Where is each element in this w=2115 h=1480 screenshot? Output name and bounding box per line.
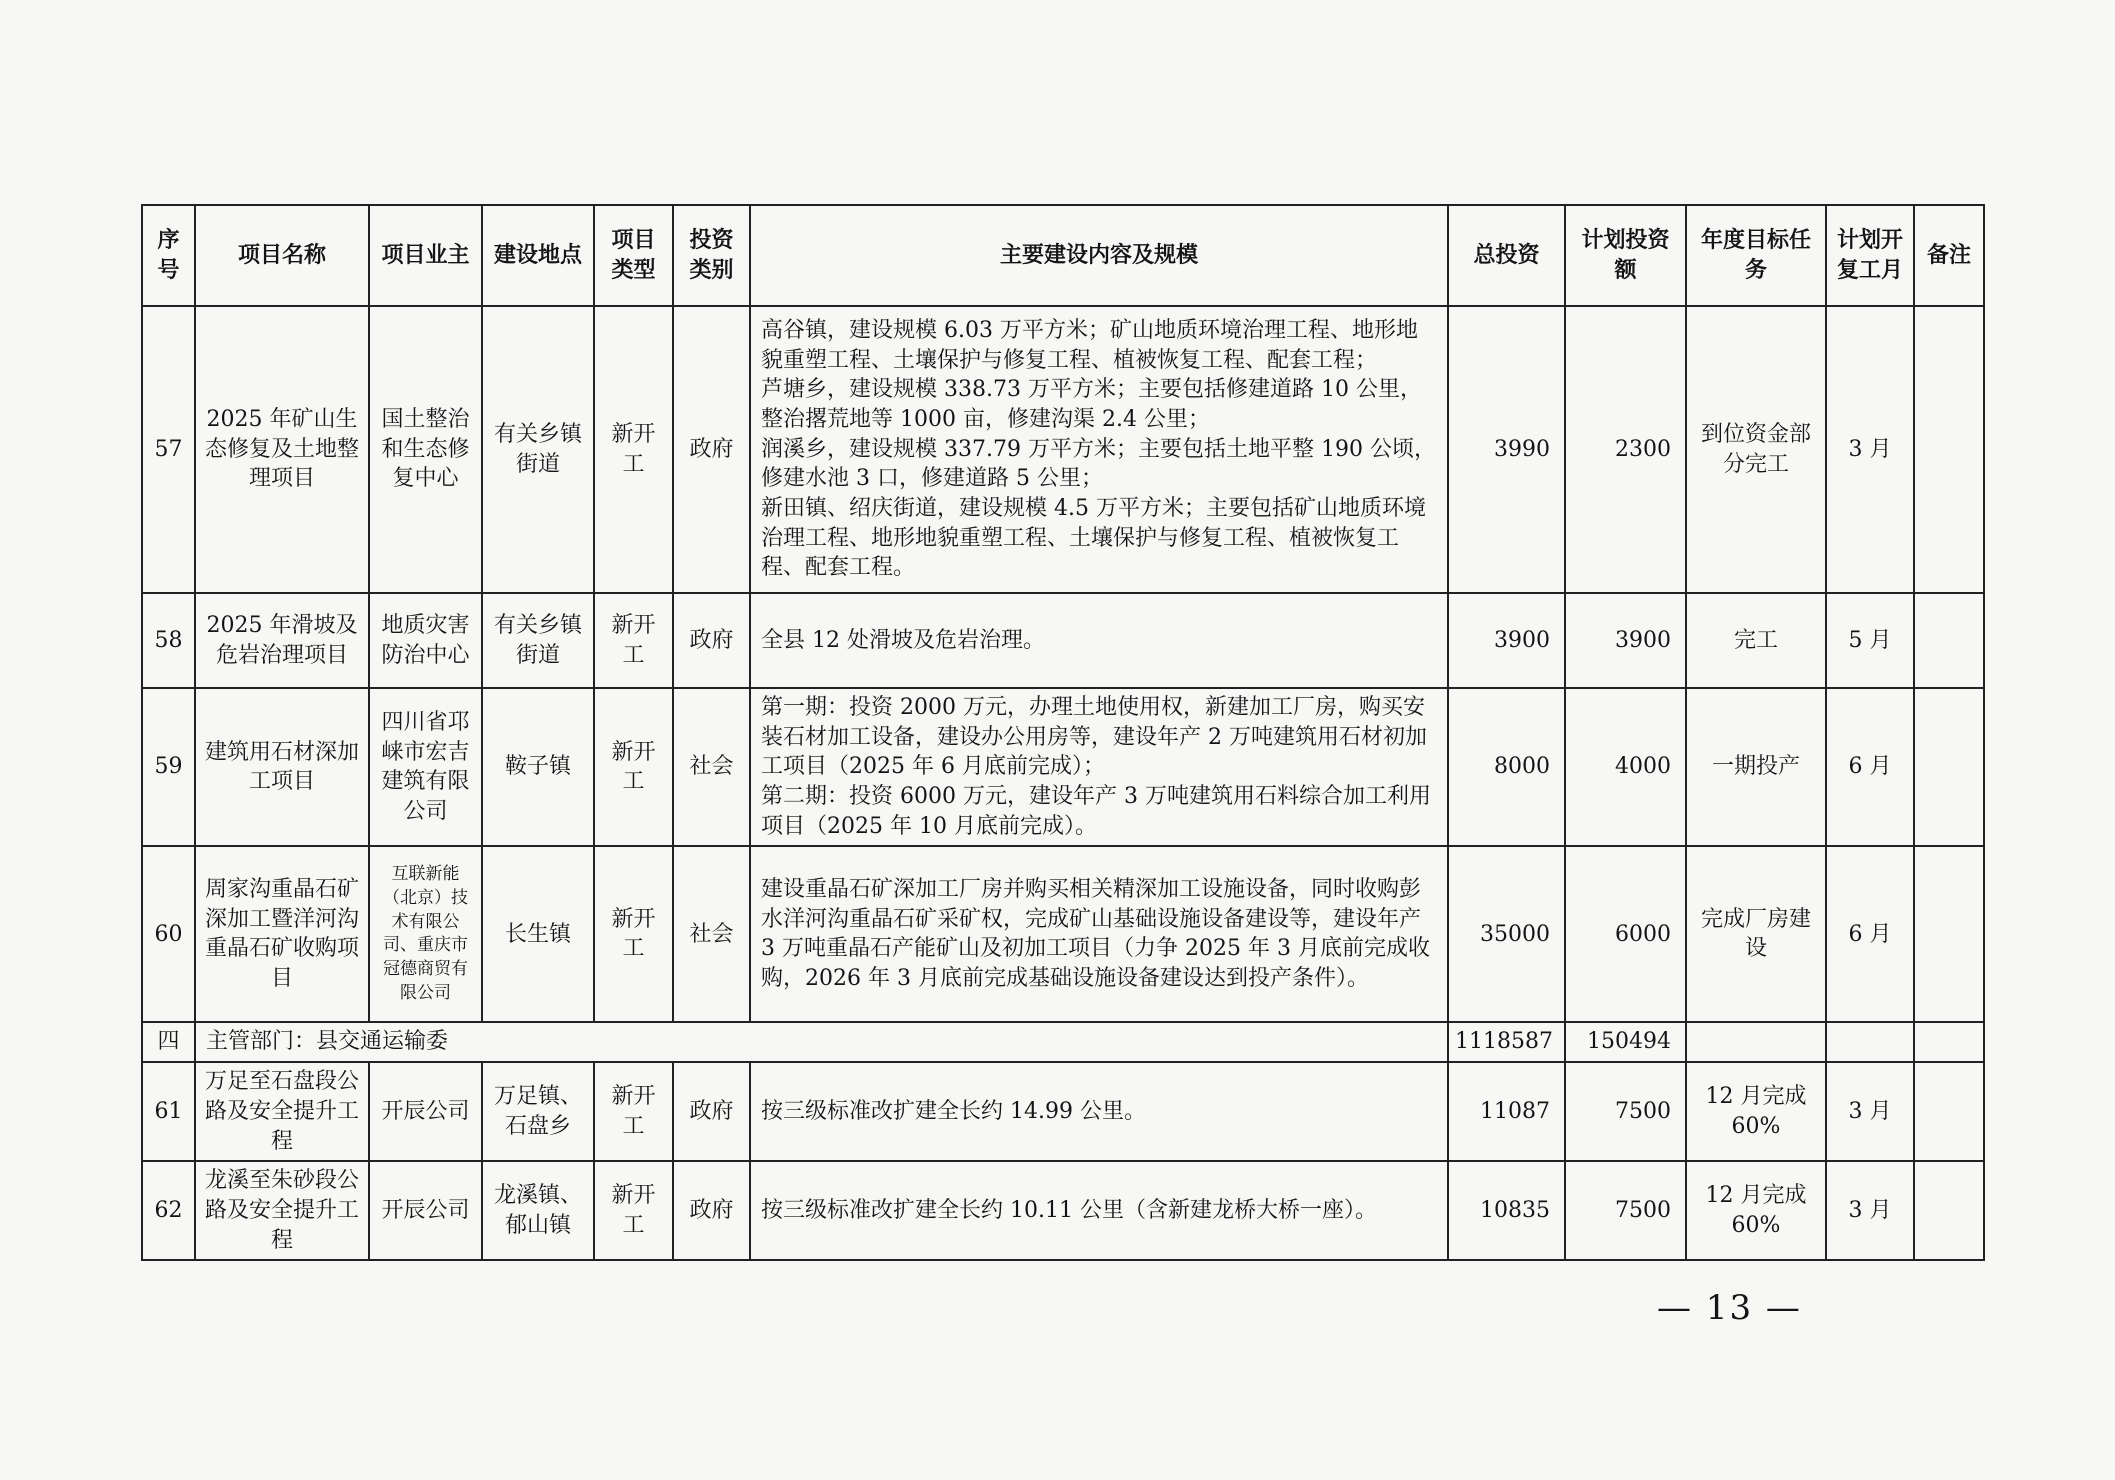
cell-target: 完工 <box>1686 593 1826 688</box>
cell-plan: 7500 <box>1565 1161 1686 1260</box>
header-plan: 计划投资额 <box>1565 205 1686 306</box>
cell-seq: 60 <box>142 846 195 1022</box>
cell-owner: 地质灾害防治中心 <box>369 593 482 688</box>
cell-content: 第一期：投资 2000 万元，办理土地使用权，新建加工厂房，购买安装石材加工设备，建设办公用房等，建设年产 2 万吨建筑用石材初加工项目（2025 年 6 月底前完成）； 第二期：投资 6000 万元，建设年产 3 万吨建筑用石料综合加工利用项目（2025 年 10 月底前完成）。 <box>750 688 1448 846</box>
cell-type: 新开工 <box>594 846 673 1022</box>
section-num: 四 <box>142 1022 195 1062</box>
cell-note <box>1914 306 1984 593</box>
header-owner: 项目业主 <box>369 205 482 306</box>
cell-name: 万足至石盘段公路及安全提升工程 <box>195 1062 369 1161</box>
cell-total: 3900 <box>1448 593 1565 688</box>
cell-owner: 开辰公司 <box>369 1161 482 1260</box>
cell-month: 3 月 <box>1826 1062 1914 1161</box>
cell-note <box>1914 1161 1984 1260</box>
header-month: 计划开复工月 <box>1826 205 1914 306</box>
cell-seq: 59 <box>142 688 195 846</box>
cell-owner: 国土整治和生态修复中心 <box>369 306 482 593</box>
cell-location: 有关乡镇街道 <box>482 306 594 593</box>
cell-content: 建设重晶石矿深加工厂房并购买相关精深加工设施设备，同时收购彭水洋河沟重晶石矿采矿权，完成矿山基础设施设备建设等，建设年产 3 万吨重晶石产能矿山及初加工项目（力争 2025 年 3 月底前完成收购，2026 年 3 月底前完成基础设施设备建设达到投产条件）。 <box>750 846 1448 1022</box>
cell-invest-type: 政府 <box>673 1062 750 1161</box>
cell-name: 2025 年矿山生态修复及土地整理项目 <box>195 306 369 593</box>
section-total: 1118587 <box>1448 1022 1565 1062</box>
cell-plan: 7500 <box>1565 1062 1686 1161</box>
table-row <box>142 306 1984 593</box>
cell-month: 6 月 <box>1826 846 1914 1022</box>
cell-seq: 61 <box>142 1062 195 1161</box>
section-label: 主管部门：县交通运输委 <box>195 1022 1448 1062</box>
cell-owner: 互联新能（北京）技术有限公司、重庆市冠德商贸有限公司 <box>369 846 482 1022</box>
cell-location: 长生镇 <box>482 846 594 1022</box>
cell-location: 龙溪镇、郁山镇 <box>482 1161 594 1260</box>
cell-name: 2025 年滑坡及危岩治理项目 <box>195 593 369 688</box>
cell-total: 8000 <box>1448 688 1565 846</box>
header-target: 年度目标任务 <box>1686 205 1826 306</box>
cell-invest-type: 政府 <box>673 1161 750 1260</box>
cell-total: 10835 <box>1448 1161 1565 1260</box>
cell-note <box>1914 593 1984 688</box>
cell-content: 按三级标准改扩建全长约 10.11 公里（含新建龙桥大桥一座）。 <box>750 1161 1448 1260</box>
header-seq: 序号 <box>142 205 195 306</box>
cell-type: 新开工 <box>594 593 673 688</box>
cell-type: 新开工 <box>594 1062 673 1161</box>
cell-seq: 57 <box>142 306 195 593</box>
section-row <box>142 1022 1984 1062</box>
header-total: 总投资 <box>1448 205 1565 306</box>
header-location: 建设地点 <box>482 205 594 306</box>
table-row <box>142 1161 1984 1260</box>
section-target <box>1686 1022 1826 1062</box>
section-note <box>1914 1022 1984 1062</box>
cell-note <box>1914 688 1984 846</box>
header-invest-type: 投资类别 <box>673 205 750 306</box>
cell-type: 新开工 <box>594 688 673 846</box>
table-row <box>142 1062 1984 1161</box>
cell-invest-type: 政府 <box>673 306 750 593</box>
cell-month: 5 月 <box>1826 593 1914 688</box>
cell-owner: 四川省邛崃市宏吉建筑有限公司 <box>369 688 482 846</box>
cell-month: 3 月 <box>1826 306 1914 593</box>
cell-target: 到位资金部分完工 <box>1686 306 1826 593</box>
cell-name: 建筑用石材深加工项目 <box>195 688 369 846</box>
cell-target: 完成厂房建设 <box>1686 846 1826 1022</box>
header-name: 项目名称 <box>195 205 369 306</box>
header-content: 主要建设内容及规模 <box>750 205 1448 306</box>
cell-location: 有关乡镇街道 <box>482 593 594 688</box>
cell-target: 12 月完成 60% <box>1686 1062 1826 1161</box>
cell-owner: 开辰公司 <box>369 1062 482 1161</box>
section-month <box>1826 1022 1914 1062</box>
cell-location: 鞍子镇 <box>482 688 594 846</box>
table-row <box>142 688 1984 846</box>
cell-total: 3990 <box>1448 306 1565 593</box>
cell-total: 11087 <box>1448 1062 1565 1161</box>
cell-seq: 58 <box>142 593 195 688</box>
cell-content: 高谷镇，建设规模 6.03 万平方米；矿山地质环境治理工程、地形地貌重塑工程、土壤保护与修复工程、植被恢复工程、配套工程； 芦塘乡，建设规模 338.73 万平方米；主要包括修建道路 10 公里，整治撂荒地等 1000 亩，修建沟渠 2.4 公里； 润溪乡，建设规模 337.79 万平方米；主要包括土地平整 190 公顷，修建水池 3 口，修建道路 5 公里； 新田镇、绍庆街道，建设规模 4.5 万平方米；主要包括矿山地质环境治理工程、地形地貌重塑工程、土壤保护与修复工程、植被恢复工程、配套工程。 <box>750 306 1448 593</box>
page-number: — 13 — <box>1657 1288 1802 1328</box>
cell-name: 龙溪至朱砂段公路及安全提升工程 <box>195 1161 369 1260</box>
cell-location: 万足镇、石盘乡 <box>482 1062 594 1161</box>
cell-seq: 62 <box>142 1161 195 1260</box>
cell-name: 周家沟重晶石矿深加工暨洋河沟重晶石矿收购项目 <box>195 846 369 1022</box>
cell-plan: 2300 <box>1565 306 1686 593</box>
cell-content: 按三级标准改扩建全长约 14.99 公里。 <box>750 1062 1448 1161</box>
cell-note <box>1914 846 1984 1022</box>
cell-type: 新开工 <box>594 306 673 593</box>
cell-plan: 3900 <box>1565 593 1686 688</box>
cell-note <box>1914 1062 1984 1161</box>
cell-content: 全县 12 处滑坡及危岩治理。 <box>750 593 1448 688</box>
project-table <box>141 204 1985 1261</box>
cell-type: 新开工 <box>594 1161 673 1260</box>
cell-month: 6 月 <box>1826 688 1914 846</box>
cell-target: 12 月完成 60% <box>1686 1161 1826 1260</box>
header-type: 项目类型 <box>594 205 673 306</box>
table-row <box>142 846 1984 1022</box>
section-plan: 150494 <box>1565 1022 1686 1062</box>
cell-total: 35000 <box>1448 846 1565 1022</box>
cell-plan: 4000 <box>1565 688 1686 846</box>
cell-plan: 6000 <box>1565 846 1686 1022</box>
cell-target: 一期投产 <box>1686 688 1826 846</box>
cell-month: 3 月 <box>1826 1161 1914 1260</box>
header-note: 备注 <box>1914 205 1984 306</box>
table-row <box>142 593 1984 688</box>
header-row <box>142 205 1984 306</box>
cell-invest-type: 社会 <box>673 688 750 846</box>
cell-invest-type: 社会 <box>673 846 750 1022</box>
cell-invest-type: 政府 <box>673 593 750 688</box>
